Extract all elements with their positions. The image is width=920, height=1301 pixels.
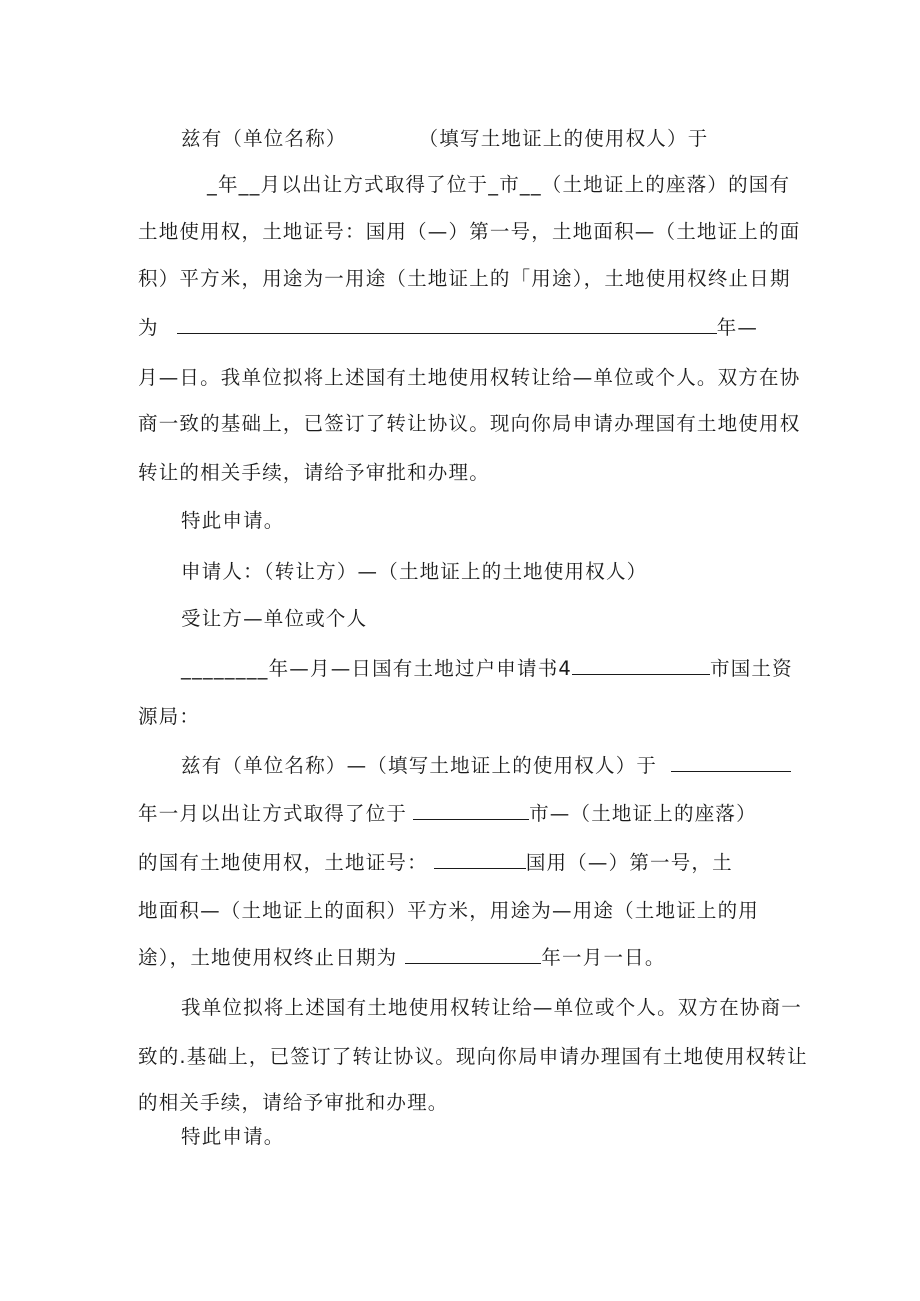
- paragraph1-line4: 积）平方米，用途为一用途（土地证上的「用途），土地使用权终止日期: [138, 267, 791, 290]
- paragraph2-line4: 地面积—（土地证上的面积）平方米，用途为—用途（土地证上的用: [138, 899, 760, 922]
- text: 市—（土地证上的座落）: [529, 802, 757, 825]
- header-line2: 源局：: [138, 705, 201, 728]
- closing-1: 特此申请。: [181, 509, 285, 532]
- text: 途），土地使用权终止日期为: [138, 946, 398, 969]
- text: 年一月一日。: [541, 946, 666, 969]
- closing-2: 特此申请。: [181, 1125, 285, 1148]
- paragraph3-line1: 我单位拟将上述国有土地使用权转让给—单位或个人。双方在协商一: [181, 996, 803, 1019]
- blank-field: [413, 802, 529, 820]
- text: 市国土资: [710, 657, 793, 680]
- paragraph1-line8: 转让的相关手续，请给予审批和办理。: [138, 461, 490, 484]
- text: 的国有土地使用权，土地证号：: [138, 851, 428, 874]
- blank-field: [671, 754, 791, 772]
- transferee-line: 受让方—单位或个人: [181, 607, 368, 630]
- paragraph1-line3: 土地使用权，土地证号：国用（—）第一号，土地面积—（土地证上的面: [138, 220, 801, 243]
- text: （填写土地证上的使用权人）于: [418, 127, 709, 150]
- header-line: [181, 657, 793, 681]
- blank-field: [434, 851, 526, 869]
- text: ________年—月—日国有土地过户申请书4: [181, 657, 573, 680]
- blank-field: [177, 316, 717, 334]
- paragraph2-line2: [138, 802, 757, 826]
- paragraph1-line2: _年__月以出让方式取得了位于_市__（土地证上的座落）的国有: [207, 173, 791, 196]
- paragraph1-line7: 商一致的基础上，已签订了转让协议。现向你局申请办理国有土地使用权: [138, 412, 801, 435]
- paragraph1-line6: 月—日。我单位拟将上述国有土地使用权转让给—单位或个人。双方在协: [138, 366, 801, 389]
- text: 年—: [716, 316, 759, 339]
- text: 兹有（单位名称）: [181, 127, 347, 150]
- blank-field: [572, 657, 710, 675]
- text: 兹有（单位名称）—（填写土地证上的使用权人）于: [181, 754, 658, 777]
- paragraph2-line5: [138, 946, 666, 970]
- paragraph1-line1: [181, 127, 708, 151]
- paragraph1-line5: [138, 316, 758, 340]
- text: 国用（—）第一号，土: [525, 851, 733, 874]
- paragraph3-line2: 致的.基础上，已签订了转让协议。现向你局申请办理国有土地使用权转让: [138, 1045, 808, 1068]
- text: 为: [138, 316, 159, 339]
- paragraph3-line3: 的相关手续，请给予审批和办理。: [138, 1091, 449, 1114]
- paragraph2-line3: [138, 851, 733, 875]
- blank-field: [405, 946, 541, 964]
- paragraph2-line1: [181, 754, 791, 778]
- text: 年一月以出让方式取得了位于: [138, 802, 408, 825]
- applicant-line: 申请人：（转让方）—（土地证上的土地使用权人）: [181, 560, 648, 583]
